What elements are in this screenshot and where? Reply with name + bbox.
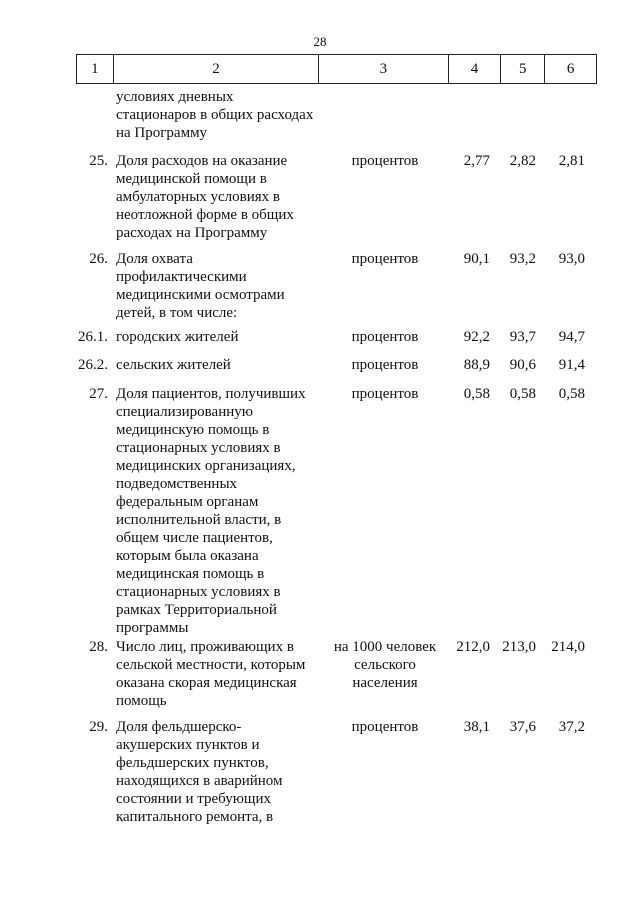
unit-cell: на 1000 человек сельского населения xyxy=(333,639,437,691)
row-number: 26.2. xyxy=(78,357,108,373)
unit-cell: процентов xyxy=(351,329,419,345)
unit-cell: процентов xyxy=(351,357,419,373)
page-number: 28 xyxy=(313,34,327,49)
indicator-name xyxy=(116,152,316,242)
text-line: исполнительной власти, в xyxy=(116,512,282,528)
text-line: стационарных условиях в xyxy=(116,584,281,600)
row-number: 29. xyxy=(89,719,108,735)
text-line: Доля охвата xyxy=(116,251,193,267)
text-line: сельской местности, которым xyxy=(116,657,306,673)
table-header xyxy=(76,54,597,84)
row-number: 27. xyxy=(89,386,108,402)
value-col-6: 91,4 xyxy=(558,357,585,373)
row-number: 26. xyxy=(89,251,108,267)
text-line: стационарных условиях в xyxy=(116,440,281,456)
value-col-5: 93,2 xyxy=(509,251,536,267)
indicator-name xyxy=(116,88,316,142)
value-col-5: 93,7 xyxy=(509,329,536,345)
value-col-5: 2,82 xyxy=(509,153,536,169)
text-line: амбулаторных условиях в xyxy=(116,189,281,205)
header-col-6: 6 xyxy=(544,55,596,83)
value-col-4: 92,2 xyxy=(463,329,490,345)
header-col-1: 1 xyxy=(91,60,99,77)
text-line: медицинская помощь в xyxy=(116,566,265,582)
header-col-2: 2 xyxy=(113,55,318,83)
value-col-4: 2,77 xyxy=(463,153,490,169)
text-line: профилактическими xyxy=(116,269,247,285)
text-line: медицинскую помощь в xyxy=(116,422,270,438)
text-line: медицинскими осмотрами xyxy=(116,287,285,303)
value-col-6: 214,0 xyxy=(551,639,585,655)
indicator-name xyxy=(116,385,316,637)
text-line: общем числе пациентов, xyxy=(116,530,273,546)
text-line: неотложной форме в общих xyxy=(116,207,294,223)
value-col-5: 37,6 xyxy=(509,719,536,735)
value-col-4: 38,1 xyxy=(463,719,490,735)
unit-cell: процентов xyxy=(351,719,419,735)
text-line: медицинских организациях, xyxy=(116,458,296,474)
header-col-4: 4 xyxy=(448,55,501,83)
unit-cell: процентов xyxy=(351,251,419,267)
text-line: сельских жителей xyxy=(116,357,231,373)
value-col-6: 2,81 xyxy=(558,153,585,169)
indicator-name xyxy=(116,328,316,346)
value-col-5: 90,6 xyxy=(509,357,536,373)
text-line: которым была оказана xyxy=(116,548,259,564)
text-line: стационаров в общих расходах xyxy=(116,107,314,123)
text-line: условиях дневных xyxy=(116,89,234,105)
text-line: программы xyxy=(116,620,189,636)
text-line: акушерских пунктов и xyxy=(116,737,260,753)
text-line: Доля фельдшерско- xyxy=(116,719,242,735)
unit-cell: процентов xyxy=(351,153,419,169)
row-number: 25. xyxy=(89,153,108,169)
text-line: специализированную xyxy=(116,404,253,420)
header-col-3: 3 xyxy=(318,55,448,83)
value-col-4: 90,1 xyxy=(463,251,490,267)
text-line: фельдшерских пунктов, xyxy=(116,755,269,771)
unit-cell: процентов xyxy=(351,386,419,402)
row-number: 26.1. xyxy=(78,329,108,345)
text-line: Число лиц, проживающих в xyxy=(116,639,294,655)
value-col-5: 213,0 xyxy=(502,639,536,655)
text-line: Доля расходов на оказание xyxy=(116,153,288,169)
value-col-5: 0,58 xyxy=(509,386,536,402)
text-line: расходах на Программу xyxy=(116,225,268,241)
text-line: медицинской помощи в xyxy=(116,171,267,187)
value-col-6: 93,0 xyxy=(558,251,585,267)
text-line: подведомственных xyxy=(116,476,238,492)
text-line: детей, в том числе: xyxy=(116,305,238,321)
indicator-name xyxy=(116,250,316,322)
row-number: 28. xyxy=(89,639,108,655)
text-line: рамках Территориальной xyxy=(116,602,277,618)
value-col-4: 212,0 xyxy=(456,639,490,655)
text-line: капитального ремонта, в xyxy=(116,809,274,825)
text-line: состоянии и требующих xyxy=(116,791,272,807)
value-col-6: 37,2 xyxy=(558,719,585,735)
header-col-5: 5 xyxy=(500,55,544,83)
text-line: городских жителей xyxy=(116,329,239,345)
value-col-6: 0,58 xyxy=(558,386,585,402)
text-line: помощь xyxy=(116,693,167,709)
text-line: на Программу xyxy=(116,125,208,141)
value-col-4: 0,58 xyxy=(463,386,490,402)
indicator-name xyxy=(116,718,316,826)
indicator-name xyxy=(116,638,316,710)
text-line: находящихся в аварийном xyxy=(116,773,283,789)
value-col-4: 88,9 xyxy=(463,357,490,373)
text-line: оказана скорая медицинская xyxy=(116,675,297,691)
indicator-name xyxy=(116,356,316,374)
text-line: федеральным органам xyxy=(116,494,259,510)
value-col-6: 94,7 xyxy=(558,329,585,345)
text-line: Доля пациентов, получивших xyxy=(116,386,306,402)
